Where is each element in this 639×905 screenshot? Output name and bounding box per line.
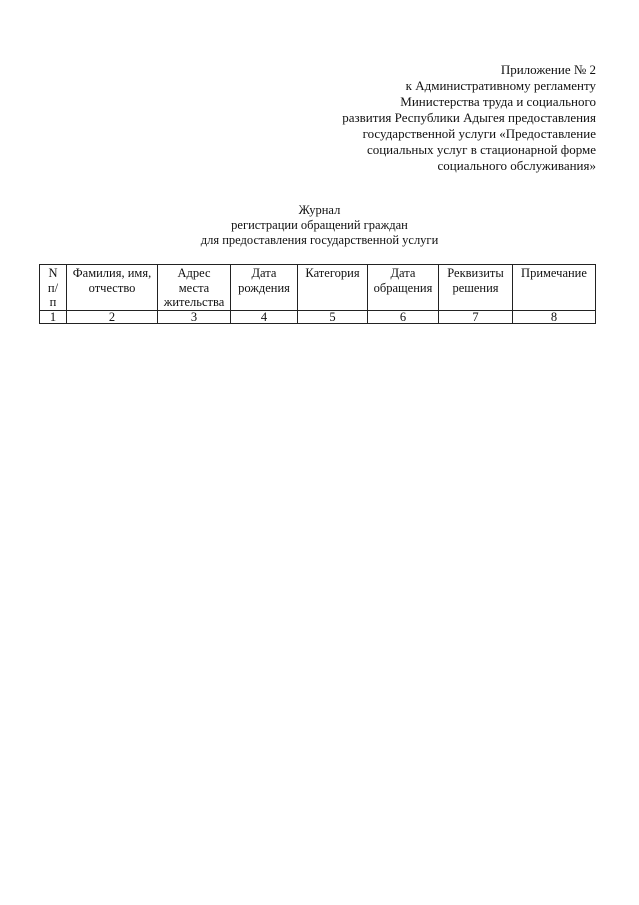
column-number-cell: 7	[439, 311, 513, 324]
appendix-line: к Административному регламенту	[405, 78, 596, 93]
column-number-cell: 3	[158, 311, 231, 324]
header-text: Адрес	[177, 266, 211, 280]
title-line: регистрации обращений граждан	[231, 218, 408, 232]
header-text: Фамилия, имя,	[72, 266, 152, 280]
header-full-name	[67, 265, 158, 311]
column-number-row	[40, 311, 596, 324]
title-line: Журнал	[298, 203, 341, 217]
column-number-cell: 8	[513, 311, 596, 324]
header-request-date	[368, 265, 439, 311]
header-text: п/	[47, 280, 59, 295]
header-text: Реквизиты	[447, 266, 504, 280]
header-text: Дата	[251, 266, 277, 280]
header-text: места	[178, 280, 210, 295]
column-number-cell: 5	[298, 311, 368, 324]
registration-journal-table	[39, 264, 596, 324]
header-note	[513, 265, 596, 311]
header-text: Примечание	[521, 266, 587, 280]
appendix-line: Министерства труда и социального	[400, 94, 596, 109]
appendix-reference	[276, 62, 596, 174]
header-text: рождения	[238, 280, 290, 295]
header-birth-date	[231, 265, 298, 311]
header-number	[40, 265, 67, 311]
title-line: для предоставления государственной услуги	[200, 233, 439, 247]
appendix-line: социальных услуг в стационарной форме	[366, 142, 596, 157]
column-number-cell: 4	[231, 311, 298, 324]
table-header-row	[40, 265, 596, 311]
header-text: отчество	[88, 280, 136, 295]
header-text: жительства	[163, 295, 225, 309]
journal-title	[0, 203, 639, 248]
column-number-cell: 6	[368, 311, 439, 324]
header-text: решения	[452, 280, 499, 295]
column-number-cell: 1	[40, 311, 67, 324]
header-address	[158, 265, 231, 311]
header-text: обращения	[373, 280, 433, 295]
header-category	[298, 265, 368, 311]
column-number-cell: 2	[67, 311, 158, 324]
appendix-line: Приложение № 2	[500, 62, 596, 77]
appendix-line: социального обслуживания»	[437, 158, 596, 173]
appendix-line: государственной услуги «Предоставление	[362, 126, 596, 141]
header-text: Категория	[305, 266, 360, 280]
header-text: N	[48, 266, 58, 280]
header-decision-details	[439, 265, 513, 311]
appendix-line: развития Республики Адыгея предоставления	[342, 110, 596, 125]
header-text: Дата	[390, 266, 416, 280]
header-text: п	[49, 295, 57, 309]
